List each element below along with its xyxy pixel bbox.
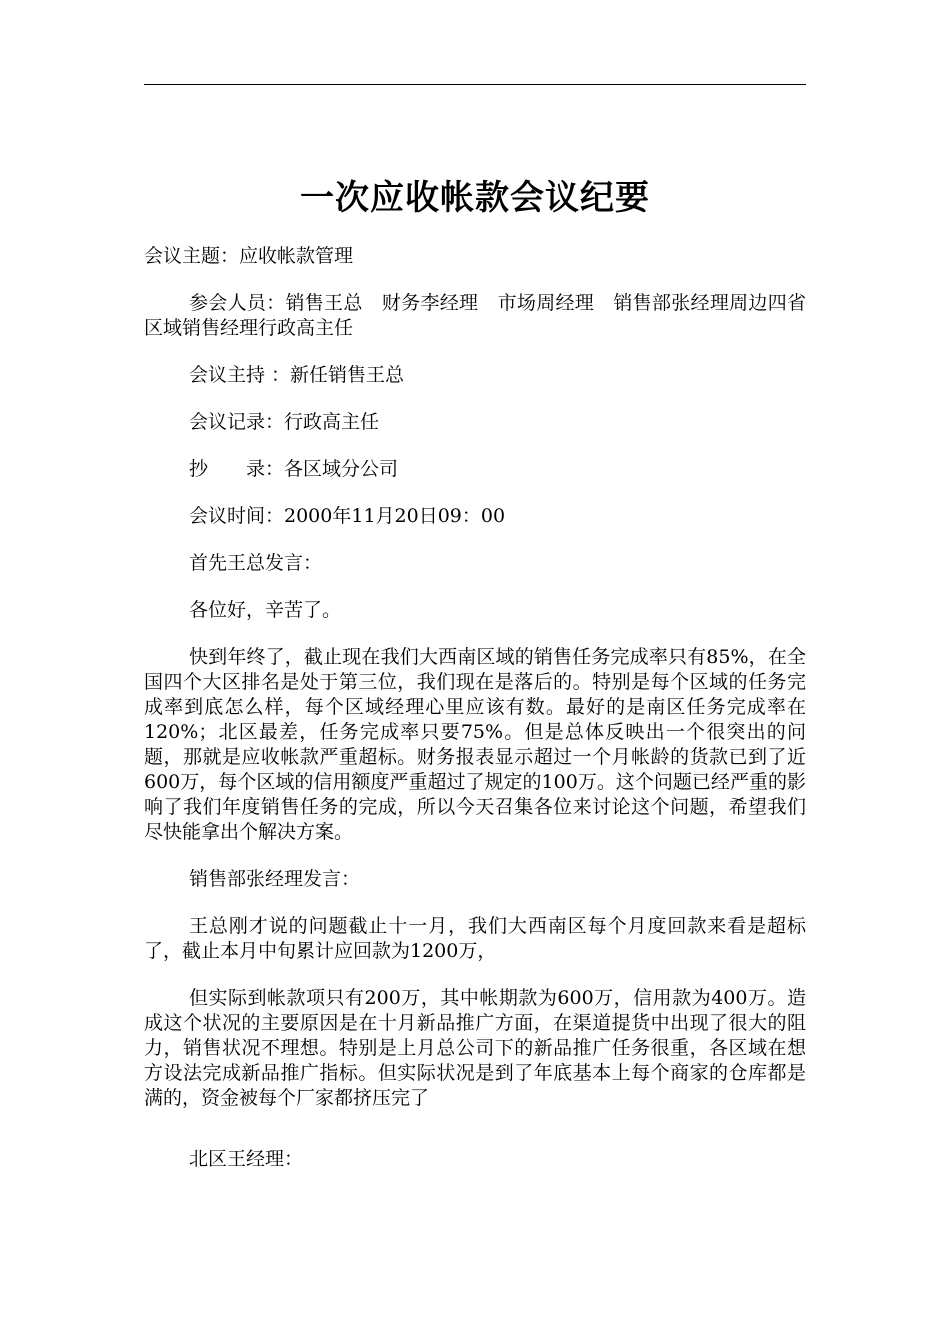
meeting-attendees: 参会人员：销售王总 财务李经理 市场周经理 销售部张经理周边四省区域销售经理行政高主任 bbox=[144, 292, 806, 339]
speaker-heading-wang: 首先王总发言： bbox=[189, 552, 323, 574]
meeting-cc: 抄 录：各区域分公司 bbox=[189, 458, 399, 480]
meeting-recorder: 会议记录：行政高主任 bbox=[189, 411, 380, 433]
zhang-speech-paragraph-2: 但实际到帐款项只有200万，其中帐期款为600万，信用款为400万。造成这个状况的主要原因是在十月新品推广方面，在渠道提货中出现了很大的阻力，销售状况不理想。特别是上月总公司下的新品推广任务很重，各区域在想方设法完成新品推广指标。但实际状况是到了年底基本上每个商家的仓库都是满的，资金被每个厂家都挤压完了 bbox=[144, 987, 806, 1109]
wang-speech-paragraph: 快到年终了，截止现在我们大西南区域的销售任务完成率只有85%，在全国四个大区排名是处于第三位，我们现在是落后的。特别是每个区域的任务完成率到底怎么样，每个区域经理心里应该有数。最好的是南区任务完成率在120%；北区最差，任务完成率只要75%。但是总体反映出一个很突出的问题，那就是应收帐款严重超标。财务报表显示超过一个月帐龄的货款已到了近600万，每个区域的信用额度严重超过了规定的100万。这个问题已经严重的影响了我们年度销售任务的完成，所以今天召集各位来讨论这个问题，希望我们尽快能拿出个解决方案。 bbox=[144, 646, 806, 843]
speaker-heading-zhang: 销售部张经理发言： bbox=[189, 868, 361, 890]
document-content bbox=[144, 244, 806, 1194]
speaker-heading-north: 北区王经理： bbox=[189, 1148, 304, 1170]
meeting-topic: 会议主题：应收帐款管理 bbox=[144, 245, 354, 267]
greeting-paragraph: 各位好，辛苦了。 bbox=[189, 599, 342, 621]
header-rule bbox=[144, 84, 806, 85]
meeting-host: 会议主持 ：新任销售王总 bbox=[189, 364, 405, 386]
document-title: 一次应收帐款会议纪要 bbox=[300, 178, 650, 218]
meeting-time: 会议时间：2000年11月20日09：00 bbox=[189, 505, 506, 527]
zhang-speech-paragraph-1: 王总刚才说的问题截止十一月，我们大西南区每个月度回款来看是超标了，截止本月中旬累计应回款为1200万， bbox=[144, 915, 806, 962]
